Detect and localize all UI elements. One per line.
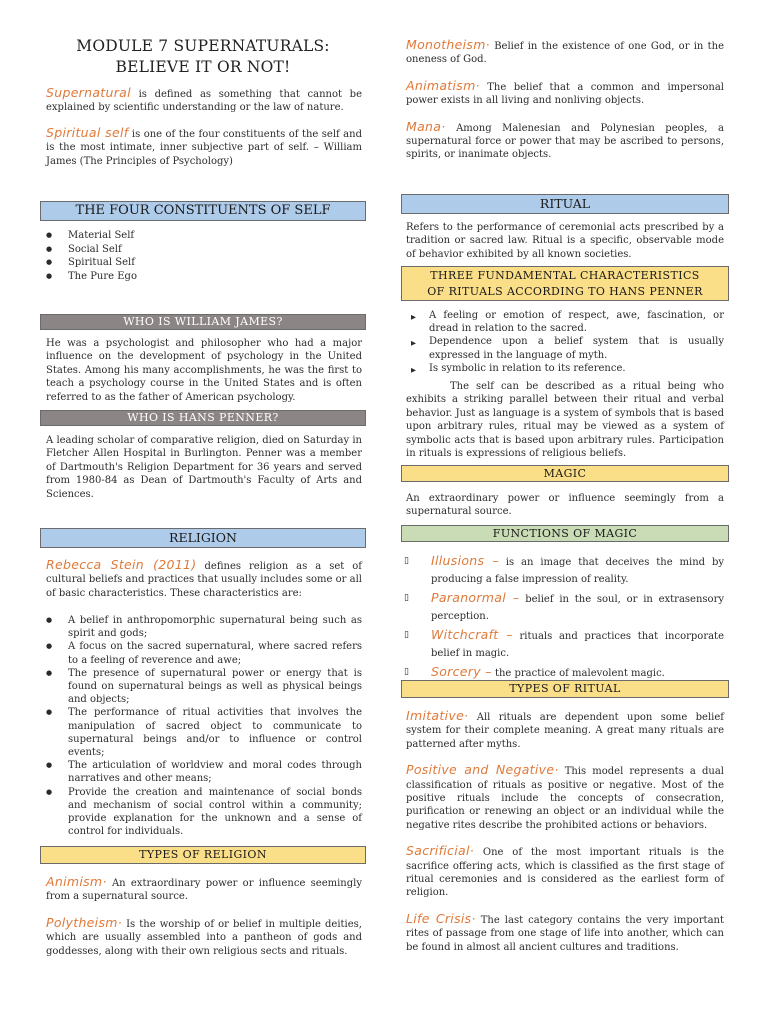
four-constituents-header: THE FOUR CONSTITUENTS OF SELF <box>40 201 366 221</box>
positive-negative-entry <box>406 763 724 832</box>
religion-intro <box>46 558 362 600</box>
polytheism-entry <box>46 916 362 958</box>
religion-characteristic-item: ● The articulation of worldview and moral codes through narratives and other means; <box>40 759 362 785</box>
magic-function-term: Illusions – <box>431 553 499 568</box>
spiritual-self-term: Spiritual self <box>46 124 129 140</box>
magic-function-def: rituals and practices that incorporate belief in magic. <box>431 631 724 659</box>
ritual-characteristic-item: ▶ Dependence upon a belief system that is usually expressed in the language of myth. <box>401 335 724 361</box>
life-crisis-entry <box>406 912 724 954</box>
religion-header: RELIGION <box>40 528 366 548</box>
ritual-header: RITUAL <box>401 194 729 214</box>
sacrificial-entry <box>406 844 724 900</box>
ritual-characteristic-item: ▶ A feeling or emotion of respect, awe, fascination, or dread in relation to the sacred. <box>401 309 724 335</box>
magic-function-def: is an image that deceives the mind by producing a false impression of reality. <box>431 557 724 585</box>
types-of-religion-section <box>46 875 362 958</box>
hans-penner-text: A leading scholar of comparative religion, died on Saturday in Fletcher Allen Hospital in Burlington. Penner was a member of Dartmouth's Religion Department for 36 years and served from 1980-84 as Dean of Dartmouth's Faculty of Arts and Sciences. <box>46 435 362 500</box>
penner-characteristics-header <box>401 266 729 301</box>
magic-function-item <box>401 553 724 588</box>
magic-text: An extraordinary power or influence seemingly from a supernatural source. <box>406 493 724 518</box>
magic-function-def: belief in the soul, or in extrasensory perception. <box>431 594 724 622</box>
constituent-item: ● Spiritual Self <box>40 256 366 269</box>
types-of-religion-continued <box>406 38 724 162</box>
penner-characteristics-list <box>401 309 724 375</box>
william-james-header: WHO IS WILLIAM JAMES? <box>40 314 366 330</box>
magic-function-item <box>401 627 724 662</box>
animism-def: An extraordinary power or influence seemingly from a supernatural source. <box>46 878 362 903</box>
life-crisis-def: The last category contains the very important rites of passage from one stage of life into another, which can be found in almost all ancient cultures and traditions. <box>406 914 724 953</box>
religion-characteristic-item: ● The performance of ritual activities that involves the manipulation of sacred object to communicate to supernatural beings and/or to influence or control events; <box>40 706 362 759</box>
monotheism-def: Belief in the existence of one God, or in the oneness of God. <box>406 41 724 66</box>
rebecca-stein-term: Rebecca Stein (2011) <box>46 557 197 572</box>
functions-of-magic-list <box>401 553 724 685</box>
animatism-def: The belief that a common and impersonal power exists in all living and nonliving objects. <box>406 81 724 107</box>
magic-function-term: Witchcraft – <box>431 627 513 642</box>
religion-intro-text: defines religion as a set of cultural beliefs and practices that usually includes some or all of basic characteristics. These characteristics are: <box>46 561 363 599</box>
constituent-item: ● Social Self <box>40 243 366 256</box>
mana-def: Among Malenesian and Polynesian peoples, a supernatural force or power that may be ascribed to persons, spirits, or inanimate objects. <box>406 122 724 161</box>
imitative-entry <box>406 709 724 751</box>
hans-penner-header: WHO IS HANS PENNER? <box>40 410 366 426</box>
supernatural-definition <box>46 86 362 115</box>
animatism-term: Animatism· <box>406 77 480 93</box>
magic-section <box>406 492 724 519</box>
positive-negative-def: This model represents a dual classification of rituals as positive or negative. Most of the positive rituals include the concepts of consecration, purification or renewing an object or an individual while the negative rites describe the prohibited actions or behaviors. <box>406 766 724 831</box>
magic-function-item <box>401 590 724 625</box>
magic-header: MAGIC <box>401 465 729 482</box>
imitative-term: Imitative· <box>406 708 469 723</box>
intro-section <box>46 86 362 168</box>
self-as-ritual-section <box>406 380 724 460</box>
penner-header-line-2: OF RITUALS ACCORDING TO HANS PENNER <box>427 284 703 298</box>
supernatural-term: Supernatural <box>46 85 131 100</box>
monotheism-term: Monotheism· <box>406 37 490 52</box>
ritual-text: Refers to the performance of ceremonial acts prescribed by a tradition or sacred law. Ritual is a specific, observable mode of behavior exhibited by all known societies. <box>406 222 724 260</box>
supernatural-def: is defined as something that cannot be explained by scientific understanding or the law of nature. <box>46 89 362 114</box>
william-james-section <box>46 337 362 404</box>
constituent-item: ● Material Self <box>40 229 366 242</box>
types-of-religion-header: TYPES OF RELIGION <box>40 846 366 864</box>
animism-term: Animism· <box>46 874 107 889</box>
spiritual-self-definition <box>46 126 362 168</box>
constituent-item: ● The Pure Ego <box>40 270 366 283</box>
magic-function-term: Paranormal – <box>431 590 520 605</box>
spiritual-self-def: is one of the four constituents of the self and is the most intimate, inner subjective part of self. – William James (The Principles of Psychology) <box>46 128 362 167</box>
types-of-ritual-section <box>406 709 724 954</box>
title-line-2: BELIEVE IT OR NOT! <box>115 58 291 76</box>
mana-entry <box>406 120 724 162</box>
hans-penner-section <box>46 434 362 501</box>
religion-characteristic-item: ● Provide the creation and maintenance of social bonds and mechanism of social control within a community; provide explanation for the unknown and a sense of control for individuals. <box>40 786 362 839</box>
mana-term: Mana· <box>406 118 446 134</box>
religion-characteristics <box>40 614 362 838</box>
magic-function-term: Sorcery – <box>431 664 492 679</box>
polytheism-term: Polytheism· <box>46 914 123 930</box>
title-line-1: MODULE 7 SUPERNATURALS: <box>76 37 330 55</box>
penner-header-line-1: THREE FUNDAMENTAL CHARACTERISTICS <box>430 269 700 282</box>
types-of-ritual-header: TYPES OF RITUAL <box>401 680 729 698</box>
religion-section <box>46 558 362 600</box>
ritual-characteristic-item: ▶ Is symbolic in relation to its reference. <box>401 362 724 375</box>
religion-characteristic-item: ● A belief in anthropomorphic supernatural being such as spirit and gods; <box>40 614 362 640</box>
self-as-ritual-text: The self can be described as a ritual being who exhibits a striking parallel between their ritual and verbal behavior. Just as language is a system of symbols that is based upon arbitrary rules, ritual may be viewed as a system of symbolic acts that is based upon arbitrary rules. Participation in rituals is expressions of religious beliefs. <box>406 381 724 460</box>
william-james-text: He was a psychologist and philosopher who had a major influence on the development of psychology in the United States. Among his many accomplishments, he was the first to teach a psychology course in the United States and is often referred to as the father of American psychology. <box>46 338 362 403</box>
animism-entry <box>46 875 362 904</box>
life-crisis-term: Life Crisis· <box>406 910 476 926</box>
sacrificial-term: Sacrificial· <box>406 843 475 859</box>
religion-characteristic-item: ● The presence of supernatural power or energy that is found on supernatural beings as well as physical beings and objects; <box>40 667 362 707</box>
polytheism-def: Is the worship of or belief in multiple deities, which are usually assembled into a pantheon of gods and goddesses, along with their own religious sects and rituals. <box>46 918 362 957</box>
positive-negative-term: Positive and Negative· <box>406 762 559 778</box>
imitative-def: All rituals are dependent upon some belief system for their complete meaning. A great many rituals are patterned after myths. <box>406 712 724 750</box>
sacrificial-def: One of the most important rituals is the sacrifice offering acts, which is classified as the first stage of ritual ceremonies and is considered as the earliest form of religion. <box>406 847 724 899</box>
animatism-entry <box>406 79 724 108</box>
religion-characteristic-item: ● A focus on the sacred supernatural, where sacred refers to a feeling of reverence and awe; <box>40 640 362 666</box>
monotheism-entry <box>406 38 724 67</box>
page-title <box>40 36 366 78</box>
magic-function-def: the practice of malevolent magic. <box>494 668 665 679</box>
four-constituents-list <box>40 229 366 284</box>
ritual-section <box>406 221 724 261</box>
functions-of-magic-header: FUNCTIONS OF MAGIC <box>401 525 729 542</box>
